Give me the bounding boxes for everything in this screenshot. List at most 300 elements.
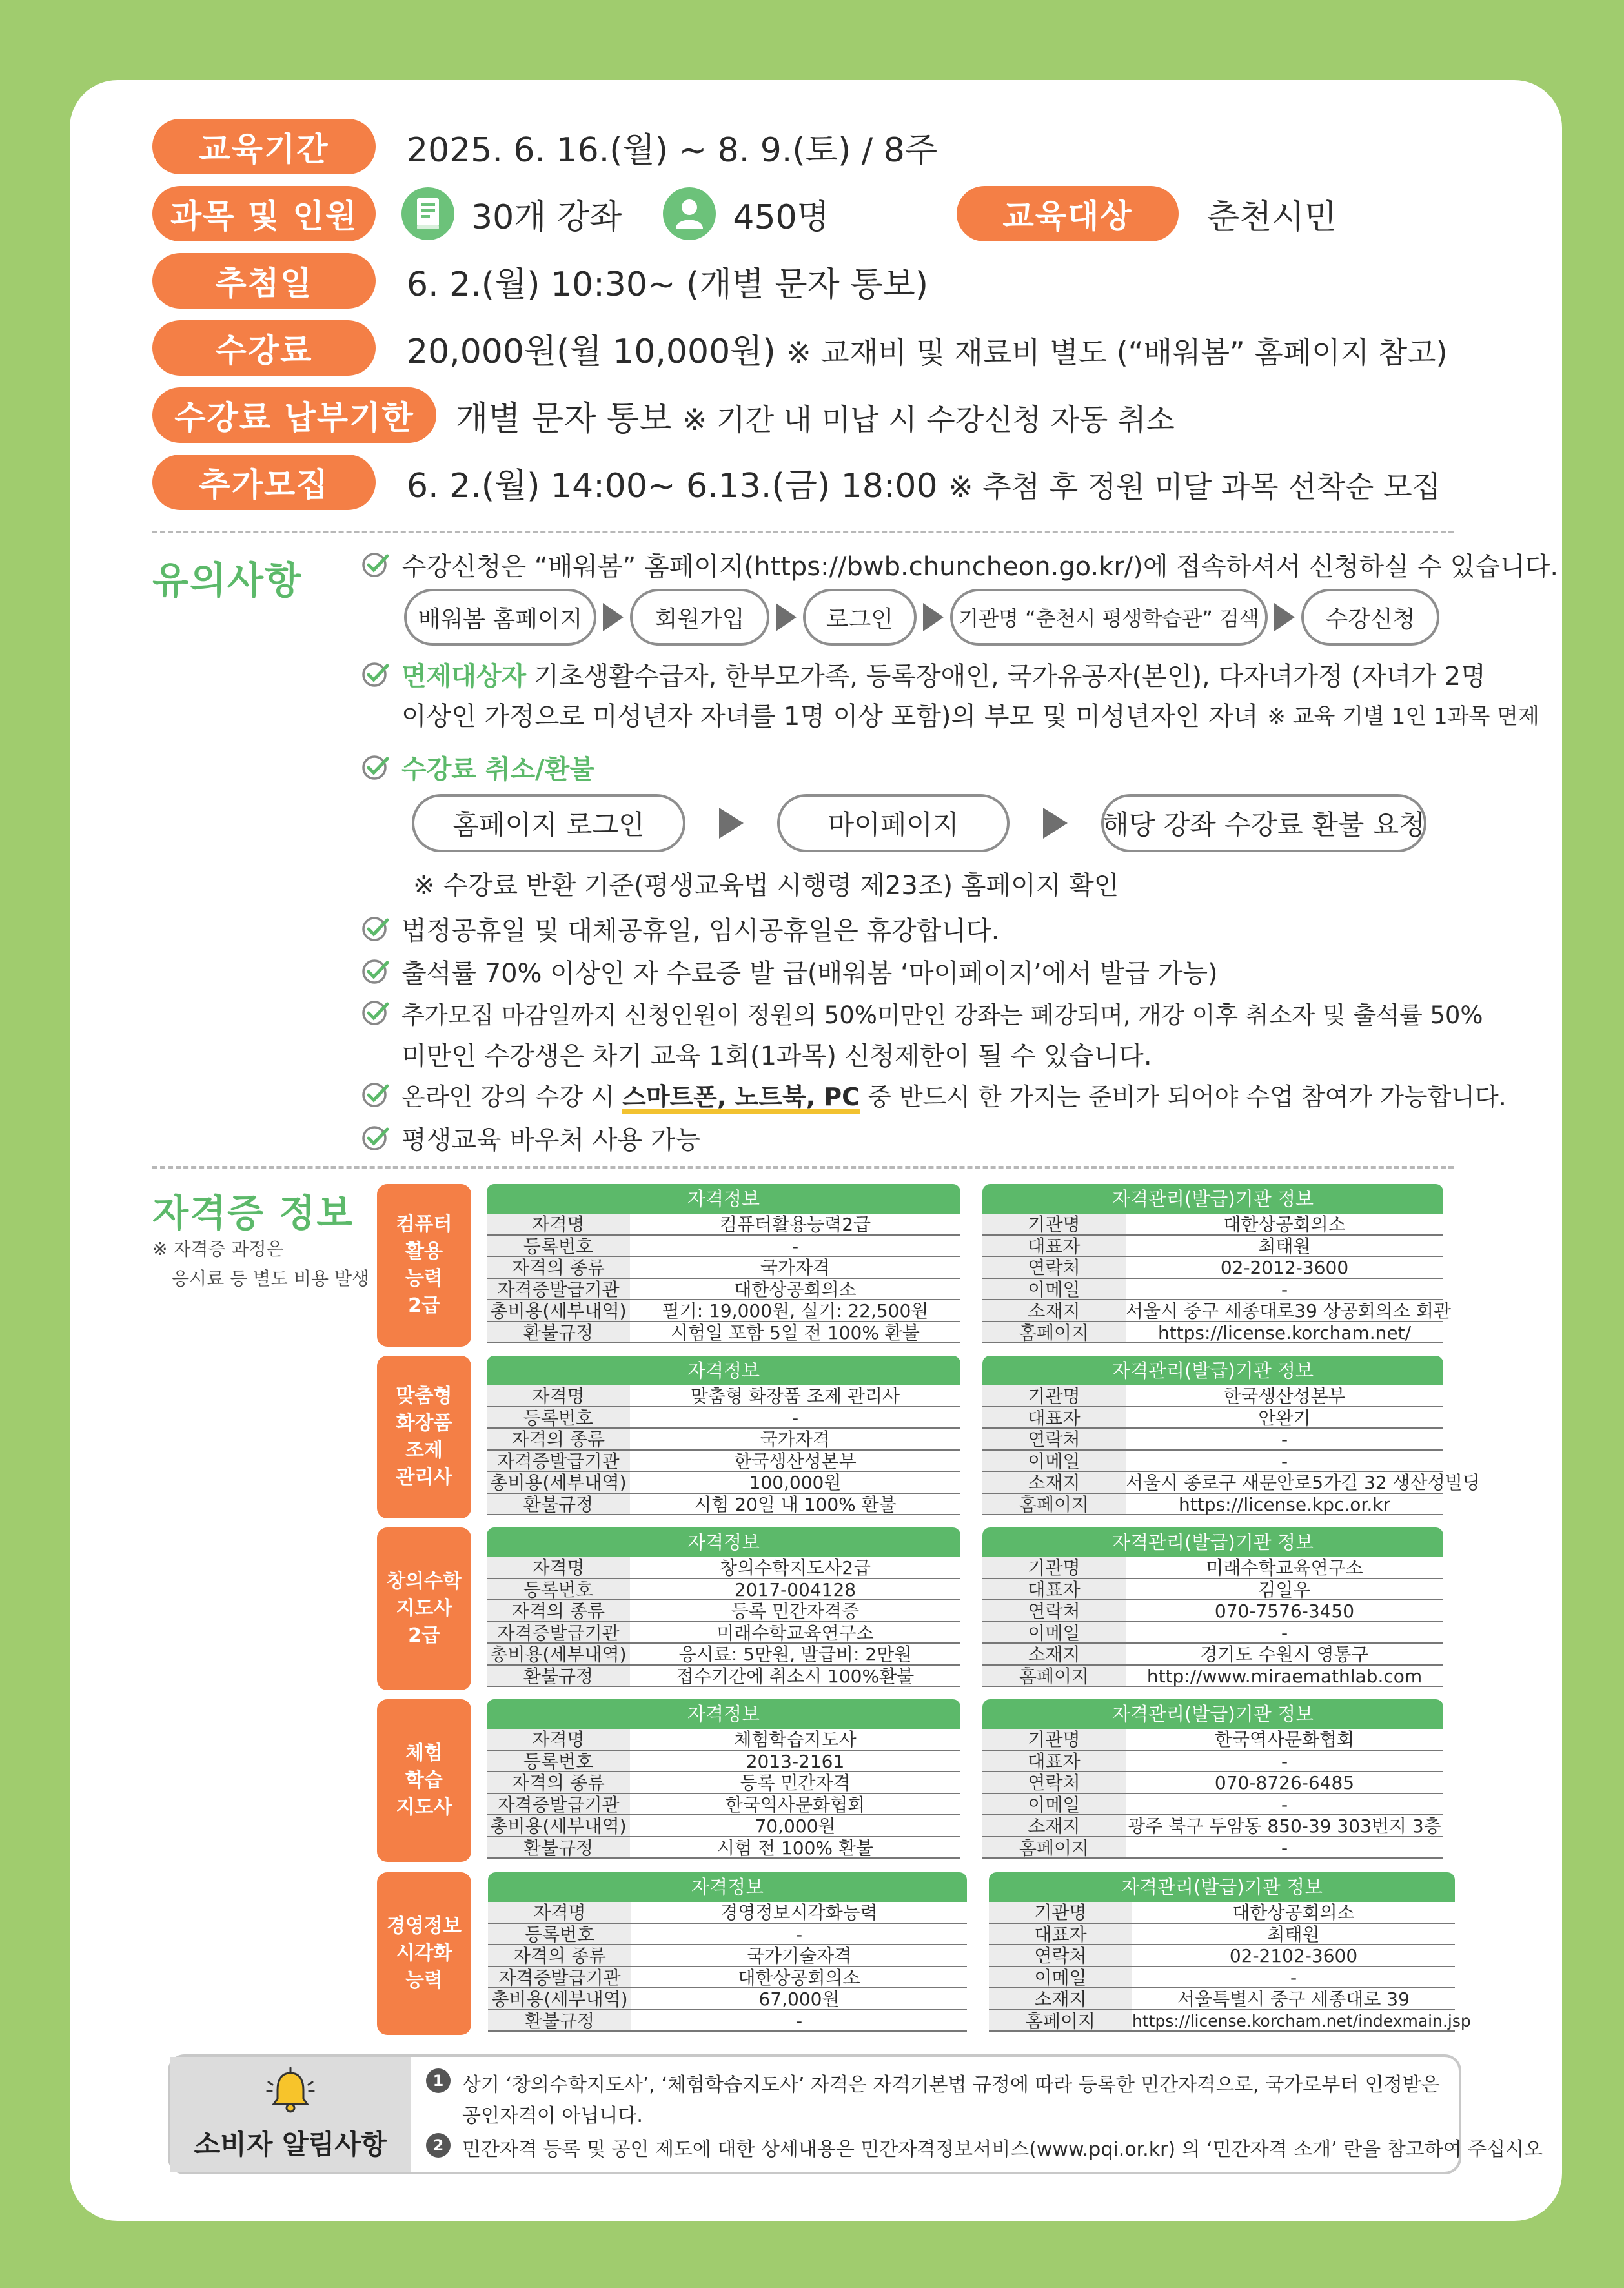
- step-bwb-home: 배워봄 홈페이지: [404, 589, 596, 646]
- cert-name: 창의수학 지도사 2급: [377, 1527, 471, 1690]
- row-key: 연락처: [982, 1772, 1126, 1793]
- table-row: [487, 1494, 960, 1516]
- row-key: 자격의 종류: [487, 1772, 630, 1793]
- row-key: 등록번호: [488, 1924, 631, 1945]
- row-value: -: [1281, 1750, 1288, 1772]
- check-icon: [361, 999, 390, 1027]
- row-value: 국가기술자격: [746, 1945, 852, 1966]
- arrow-icon: [719, 808, 744, 839]
- table-row: [982, 1300, 1452, 1322]
- divider: [152, 1166, 1454, 1169]
- row-value: -: [1290, 1966, 1297, 1988]
- info-table-header: 자격정보: [488, 1872, 967, 1902]
- table-row: [982, 1214, 1443, 1236]
- org-table-header: 자격관리(발급)기관 정보: [982, 1527, 1443, 1557]
- row-value: 시험 20일 내 100% 환불: [694, 1493, 897, 1515]
- refund-note-text: ※ 수강료 반환 기준(평생교육법 시행령 제23조) 홈페이지 확인: [413, 871, 1119, 901]
- row-value: https://license.kpc.or.kr: [1179, 1493, 1390, 1515]
- row-value: -: [1281, 1429, 1288, 1450]
- row-value: 대한상공회의소: [1223, 1214, 1346, 1235]
- lottery-row: [152, 253, 928, 309]
- step-home-login: 홈페이지 로그인: [412, 794, 685, 852]
- org-table-header: 자격관리(발급)기관 정보: [982, 1184, 1443, 1214]
- table-row: [488, 1902, 967, 1924]
- table-row: [488, 2010, 967, 2032]
- step-search: 기관명 “춘천시 평생학습관” 검색: [950, 589, 1268, 646]
- cert-name: 경영정보 시각화 능력: [377, 1872, 471, 2035]
- row-key: 홈페이지: [982, 1837, 1126, 1858]
- row-value: 경기도 수원시 영통구: [1200, 1644, 1369, 1665]
- table-row: [488, 1967, 967, 1989]
- row-value: 2013-2161: [746, 1750, 845, 1772]
- extra-note: ※ 추첨 후 정원 미달 과목 선착순 모집: [948, 469, 1441, 504]
- row-key: 홈페이지: [982, 1666, 1126, 1686]
- table-row: [989, 2010, 1471, 2032]
- table-row: [982, 1279, 1443, 1301]
- org-table-header: 자격관리(발급)기관 정보: [989, 1872, 1455, 1902]
- notice-refund: [361, 749, 594, 786]
- row-key: 환불규정: [488, 2010, 631, 2031]
- row-key: 소재지: [989, 1988, 1132, 2009]
- row-key: 대표자: [982, 1751, 1126, 1772]
- table-row: [487, 1322, 960, 1344]
- row-key: 자격증발급기관: [488, 1967, 631, 1988]
- check-icon: [361, 1124, 390, 1152]
- consumer-label: 소비자 알림사항: [194, 2129, 387, 2160]
- apply-text: 수강신청은 “배워봄” 홈페이지(https://bwb.chuncheon.go.kr/)에 접속하셔서 신청하실 수 있습니다.: [401, 552, 1559, 582]
- table-row: [487, 1257, 960, 1279]
- row-key: 홈페이지: [982, 1322, 1126, 1343]
- online-pre: 온라인 강의 수강 시: [401, 1083, 622, 1111]
- row-key: 자격의 종류: [487, 1257, 630, 1278]
- voucher-text: 평생교육 바우처 사용 가능: [401, 1125, 701, 1155]
- row-value: 70,000원: [755, 1815, 836, 1837]
- row-value: 한국생산성본부: [1223, 1385, 1346, 1407]
- table-row: [982, 1385, 1443, 1407]
- table-row: [487, 1751, 960, 1773]
- info-table: [487, 1527, 960, 1687]
- apply-flow: [404, 589, 1439, 646]
- cert-block: [377, 1356, 1480, 1518]
- table-row: [487, 1644, 960, 1666]
- row-key: 연락처: [982, 1600, 1126, 1621]
- consumer-side: [170, 2057, 411, 2172]
- row-key: 대표자: [982, 1236, 1126, 1256]
- row-key: 홈페이지: [989, 2010, 1132, 2031]
- closing-text2: 미만인 수강생은 차기 교육 1회(1과목) 신청제한이 될 수 있습니다.: [401, 1041, 1152, 1071]
- table-row: [982, 1236, 1443, 1258]
- certs-note: [152, 1234, 369, 1294]
- notice-closing: [361, 996, 1483, 1030]
- row-value: -: [795, 2010, 803, 2032]
- row-value: https://license.korcham.net/indexmain.jsp: [1132, 2011, 1471, 2030]
- row-key: 총비용(세부내역): [487, 1815, 630, 1836]
- check-icon: [361, 1081, 390, 1109]
- table-row: [982, 1666, 1443, 1688]
- notices-title: 유의사항: [152, 558, 303, 602]
- exempt-text: 기초생활수급자, 한부모가족, 등록장애인, 국가유공자(본인), 다자녀가정 (자녀가 2명: [534, 662, 1486, 691]
- fee-row: [152, 320, 1448, 376]
- cert-block: [377, 1699, 1455, 1862]
- target-value: 춘천시민: [1207, 198, 1337, 237]
- table-row: [487, 1407, 960, 1429]
- row-key: 총비용(세부내역): [488, 1988, 631, 2009]
- refund-flow: [412, 794, 1426, 852]
- refund-label: 수강료 취소/환불: [401, 755, 595, 784]
- closing-text: 추가모집 마감일까지 신청인원이 정원의 50%미만인 강좌는 폐강되며, 개강 이후 취소자 및 출석률 50%: [401, 1001, 1483, 1029]
- table-row: [487, 1622, 960, 1644]
- period-row: [152, 119, 937, 174]
- cert-name: 체험 학습 지도사: [377, 1699, 471, 1862]
- info-table-header: 자격정보: [487, 1527, 960, 1557]
- table-row: [487, 1214, 960, 1236]
- row-value: -: [1281, 1837, 1288, 1859]
- lottery-value: 6. 2.(월) 10:30~ (개별 문자 통보): [407, 265, 929, 304]
- table-row: [982, 1472, 1480, 1494]
- row-key: 총비용(세부내역): [487, 1472, 630, 1493]
- table-row: [989, 1988, 1455, 2010]
- target-label: 교육대상: [957, 186, 1179, 241]
- consumer-line1-text2: 공인자격이 아닙니다.: [462, 2105, 643, 2127]
- cert-name: 컴퓨터 활용 능력 2급: [377, 1184, 471, 1347]
- row-value: 국가자격: [760, 1257, 831, 1278]
- row-value: -: [1281, 1793, 1288, 1815]
- org-table: [982, 1527, 1443, 1687]
- row-key: 이메일: [989, 1967, 1132, 1988]
- notice-attendance: [361, 953, 1218, 990]
- consumer-line1-text: 상기 ‘창의수학지도사’, ‘체험학습지도사’ 자격은 자격기본법 규정에 따라 등록한 민간자격으로, 국가로부터 인정받은: [462, 2074, 1440, 2096]
- exempt-note: ※ 교육 기별 1인 1과목 면제: [1267, 704, 1539, 730]
- row-key: 환불규정: [487, 1666, 630, 1686]
- row-value: 2017-004128: [734, 1578, 857, 1600]
- row-value: 국가자격: [760, 1429, 831, 1450]
- row-value: 시험일 포함 5일 전 100% 환불: [671, 1322, 920, 1343]
- row-value: 02-2012-3600: [1220, 1257, 1349, 1278]
- row-value: 접수기간에 취소시 100%환불: [676, 1665, 915, 1687]
- org-table: [982, 1356, 1480, 1515]
- table-row: [982, 1729, 1443, 1751]
- table-row: [487, 1472, 960, 1494]
- row-key: 대표자: [989, 1924, 1132, 1945]
- check-icon: [361, 753, 390, 782]
- row-value: 응시료: 5만원, 발급비: 2만원: [678, 1644, 912, 1665]
- deadline-note: ※ 기간 내 미납 시 수강신청 자동 취소: [682, 402, 1175, 437]
- certs-title: 자격증 정보: [152, 1191, 354, 1235]
- row-value: -: [1281, 1622, 1288, 1644]
- row-value: -: [1281, 1450, 1288, 1472]
- row-value: 대한상공회의소: [738, 1966, 860, 1988]
- org-table-header: 자격관리(발급)기관 정보: [982, 1356, 1443, 1385]
- consumer-line1-cont: [462, 2099, 643, 2128]
- cert-name: 맞춤형 화장품 조제 관리사: [377, 1356, 471, 1518]
- step-apply: 수강신청: [1301, 589, 1439, 646]
- number-1-icon: 1: [426, 2068, 451, 2093]
- table-row: [487, 1666, 960, 1688]
- row-value: 컴퓨터활용능력2급: [719, 1214, 871, 1235]
- table-row: [982, 1644, 1443, 1666]
- row-key: 자격증발급기관: [487, 1451, 630, 1471]
- table-row: [487, 1579, 960, 1601]
- row-value: 광주 북구 두암동 850-39 303번지 3층: [1128, 1815, 1441, 1837]
- info-table-header: 자격정보: [487, 1699, 960, 1729]
- period-value: 2025. 6. 16.(월) ~ 8. 9.(토) / 8주: [407, 130, 938, 170]
- row-value: 등록 민간자격증: [731, 1600, 860, 1622]
- consumer-line2: [426, 2133, 1543, 2161]
- bell-icon: [263, 2067, 318, 2116]
- row-value: https://license.korcham.net/: [1157, 1322, 1412, 1343]
- number-2-icon: 2: [426, 2133, 451, 2158]
- org-table: [982, 1699, 1443, 1859]
- row-key: 총비용(세부내역): [487, 1300, 630, 1321]
- deadline-value: 개별 문자 통보: [456, 399, 672, 438]
- table-row: [487, 1815, 960, 1837]
- info-table: [487, 1699, 960, 1859]
- row-value: 김일우: [1258, 1578, 1311, 1600]
- row-key: 등록번호: [487, 1579, 630, 1600]
- table-row: [982, 1494, 1443, 1516]
- info-table-header: 자격정보: [487, 1184, 960, 1214]
- table-row: [982, 1751, 1443, 1773]
- arrow-icon: [603, 603, 624, 631]
- table-row: [982, 1557, 1443, 1579]
- target-row: [957, 186, 1337, 241]
- row-value: 시험 전 100% 환불: [717, 1837, 873, 1859]
- row-value: -: [1281, 1278, 1288, 1300]
- consumer-notice: [168, 2054, 1543, 2174]
- row-key: 자격증발급기관: [487, 1794, 630, 1815]
- row-key: 자격명: [487, 1385, 630, 1406]
- row-key: 이메일: [982, 1794, 1126, 1815]
- row-value: 대한상공회의소: [1232, 1902, 1355, 1923]
- check-icon: [361, 551, 390, 579]
- certs-note-line1: ※ 자격증 과정은: [152, 1238, 284, 1260]
- row-value: 한국역사문화협회: [1214, 1729, 1355, 1750]
- arrow-icon: [1274, 603, 1295, 631]
- table-row: [989, 1902, 1455, 1924]
- org-table: [982, 1184, 1452, 1343]
- row-value: 최태원: [1258, 1235, 1311, 1257]
- row-value: 대한상공회의소: [734, 1278, 857, 1300]
- row-value: 필기: 19,000원, 실기: 22,500원: [662, 1300, 929, 1322]
- table-row: [487, 1279, 960, 1301]
- row-value: -: [791, 1407, 799, 1429]
- notice-voucher: [361, 1119, 700, 1156]
- row-key: 환불규정: [487, 1837, 630, 1858]
- row-value: 맞춤형 화장품 조제 관리사: [690, 1385, 900, 1407]
- info-table: [487, 1356, 960, 1515]
- row-value: 100,000원: [749, 1472, 842, 1493]
- step-mypage: 마이페이지: [777, 794, 1010, 852]
- org-table: [989, 1872, 1471, 2032]
- cert-block: [377, 1184, 1455, 1347]
- row-key: 환불규정: [487, 1494, 630, 1515]
- row-key: 등록번호: [487, 1751, 630, 1772]
- arrow-icon: [923, 603, 944, 631]
- row-key: 연락처: [989, 1945, 1132, 1966]
- extra-label: 추가모집: [152, 455, 376, 510]
- table-row: [989, 1924, 1455, 1946]
- row-value: 최태원: [1267, 1923, 1320, 1945]
- table-row: [487, 1429, 960, 1451]
- online-devices: 스마트폰, 노트북, PC: [622, 1083, 860, 1111]
- row-value: 서울시 중구 세종대로39 상공회의소 회관: [1126, 1300, 1452, 1322]
- row-key: 소재지: [982, 1644, 1126, 1664]
- table-row: [982, 1600, 1443, 1622]
- row-value: 070-7576-3450: [1214, 1600, 1355, 1622]
- row-value: 미래수학교육연구소: [716, 1622, 874, 1644]
- table-row: [982, 1451, 1443, 1473]
- step-signup: 회원가입: [630, 589, 769, 646]
- row-key: 자격명: [487, 1214, 630, 1234]
- row-key: 자격명: [488, 1902, 631, 1923]
- row-key: 자격명: [487, 1557, 630, 1578]
- row-key: 기관명: [982, 1214, 1126, 1234]
- arrow-icon: [776, 603, 797, 631]
- row-key: 등록번호: [487, 1236, 630, 1256]
- table-row: [487, 1385, 960, 1407]
- table-row: [488, 1924, 967, 1946]
- row-key: 이메일: [982, 1451, 1126, 1471]
- row-value: 경영정보시각화능력: [720, 1902, 878, 1923]
- row-key: 기관명: [982, 1385, 1126, 1406]
- table-row: [488, 1945, 967, 1967]
- people-count: 450명: [733, 198, 829, 237]
- deadline-label: 수강료 납부기한: [152, 387, 436, 443]
- row-value: -: [795, 1923, 803, 1945]
- row-key: 연락처: [982, 1257, 1126, 1278]
- table-row: [982, 1579, 1443, 1601]
- notice-exempt: [361, 656, 1486, 693]
- table-row: [487, 1600, 960, 1622]
- notice-holiday: [361, 910, 999, 947]
- row-value: 등록 민간자격: [740, 1772, 851, 1793]
- consumer-line2-text: 민간자격 등록 및 공인 제도에 대한 상세내용은 민간자격정보서비스(www.pqi.or.kr) 의 ‘민간자격 소개’ 란을 참고하여 주십시오: [462, 2138, 1543, 2161]
- exempt-label: 면제대상자: [401, 662, 527, 691]
- table-row: [487, 1772, 960, 1794]
- exempt-text2: 이상인 가정으로 미성년자 자녀를 1명 이상 포함)의 부모 및 미성년자인 자녀: [401, 702, 1259, 731]
- table-row: [487, 1451, 960, 1473]
- row-value: 안완기: [1258, 1407, 1311, 1429]
- row-value: -: [791, 1235, 799, 1257]
- row-key: 기관명: [989, 1902, 1132, 1923]
- step-login: 로그인: [803, 589, 917, 646]
- check-icon: [361, 915, 390, 943]
- extra-value: 6. 2.(월) 14:00~ 6.13.(금) 18:00: [407, 466, 938, 506]
- row-key: 이메일: [982, 1279, 1126, 1300]
- table-row: [989, 1967, 1455, 1989]
- attendance-text: 출석률 70% 이상인 자 수료증 발 급(배워봄 ‘마이페이지’에서 발급 가능): [401, 959, 1218, 988]
- lottery-label: 추첨일: [152, 253, 376, 309]
- info-table: [488, 1872, 967, 2032]
- deadline-row: [152, 387, 1175, 443]
- check-icon: [361, 957, 390, 986]
- fee-value: 20,000원(월 10,000원): [407, 332, 776, 371]
- row-key: 연락처: [982, 1429, 1126, 1449]
- row-key: 이메일: [982, 1622, 1126, 1643]
- table-row: [487, 1300, 960, 1322]
- row-value: 창의수학지도사2급: [719, 1557, 871, 1578]
- row-key: 기관명: [982, 1557, 1126, 1578]
- row-key: 기관명: [982, 1729, 1126, 1750]
- row-value: 한국역사문화협회: [725, 1793, 866, 1815]
- book-icon: [401, 187, 454, 240]
- table-row: [982, 1322, 1443, 1344]
- row-key: 대표자: [982, 1579, 1126, 1600]
- table-row: [982, 1772, 1443, 1794]
- online-post: 중 반드시 한 가지는 준비가 되어야 수업 참여가 가능합니다.: [860, 1083, 1507, 1111]
- table-row: [982, 1622, 1443, 1644]
- table-row: [982, 1429, 1443, 1451]
- info-table: [487, 1184, 960, 1343]
- fee-note: ※ 교재비 및 재료비 별도 (“배워봄” 홈페이지 참고): [786, 334, 1448, 370]
- consumer-line1: [426, 2068, 1440, 2097]
- extra-row: [152, 455, 1441, 510]
- row-key: 환불규정: [487, 1322, 630, 1343]
- cert-block: [377, 1872, 1471, 2035]
- check-icon: [361, 660, 390, 689]
- table-row: [982, 1815, 1443, 1837]
- table-row: [487, 1837, 960, 1859]
- row-key: 자격의 종류: [488, 1945, 631, 1966]
- arrow-icon: [1043, 808, 1068, 839]
- row-key: 자격증발급기관: [487, 1279, 630, 1300]
- info-table-header: 자격정보: [487, 1356, 960, 1385]
- row-key: 등록번호: [487, 1407, 630, 1428]
- fee-label: 수강료: [152, 320, 376, 376]
- divider: [152, 531, 1454, 533]
- org-table-header: 자격관리(발급)기관 정보: [982, 1699, 1443, 1729]
- row-key: 소재지: [982, 1300, 1126, 1321]
- subjects-label: 과목 및 인원: [152, 186, 376, 241]
- row-key: 홈페이지: [982, 1494, 1126, 1515]
- notice-online: [361, 1077, 1507, 1112]
- notice-apply: [361, 546, 1558, 583]
- row-value: 070-8726-6485: [1214, 1772, 1355, 1793]
- person-icon: [663, 187, 716, 240]
- row-key: 자격증발급기관: [487, 1622, 630, 1643]
- row-value: 미래수학교육연구소: [1206, 1557, 1363, 1578]
- refund-note: [413, 865, 1119, 902]
- certs-note-line2: 응시료 등 별도 비용 발생: [172, 1268, 370, 1289]
- table-row: [982, 1837, 1443, 1859]
- row-value: 67,000원: [758, 1988, 840, 2010]
- table-row: [487, 1236, 960, 1258]
- row-value: 02-2102-3600: [1229, 1945, 1358, 1966]
- row-key: 대표자: [982, 1407, 1126, 1428]
- row-key: 총비용(세부내역): [487, 1644, 630, 1664]
- subjects-row: [152, 186, 829, 241]
- period-label: 교육기간: [152, 119, 376, 174]
- table-row: [488, 1988, 967, 2010]
- table-row: [982, 1257, 1443, 1279]
- table-row: [982, 1794, 1443, 1816]
- table-row: [487, 1794, 960, 1816]
- row-value: 서울시 종로구 새문안로5가길 32 생산성빌딩: [1126, 1472, 1480, 1493]
- cert-block: [377, 1527, 1455, 1690]
- row-key: 자격의 종류: [487, 1429, 630, 1449]
- row-value: 한국생산성본부: [734, 1450, 857, 1472]
- table-row: [487, 1729, 960, 1751]
- table-row: [989, 1945, 1455, 1967]
- row-key: 자격의 종류: [487, 1600, 630, 1621]
- row-key: 소재지: [982, 1472, 1126, 1493]
- row-key: 자격명: [487, 1729, 630, 1750]
- notice-exempt-cont: [401, 696, 1539, 733]
- row-value: 서울특별시 중구 세종대로 39: [1177, 1988, 1410, 2010]
- row-value: http://www.miraemathlab.com: [1146, 1665, 1423, 1687]
- table-row: [487, 1557, 960, 1579]
- row-value: 체험학습지도사: [734, 1729, 857, 1750]
